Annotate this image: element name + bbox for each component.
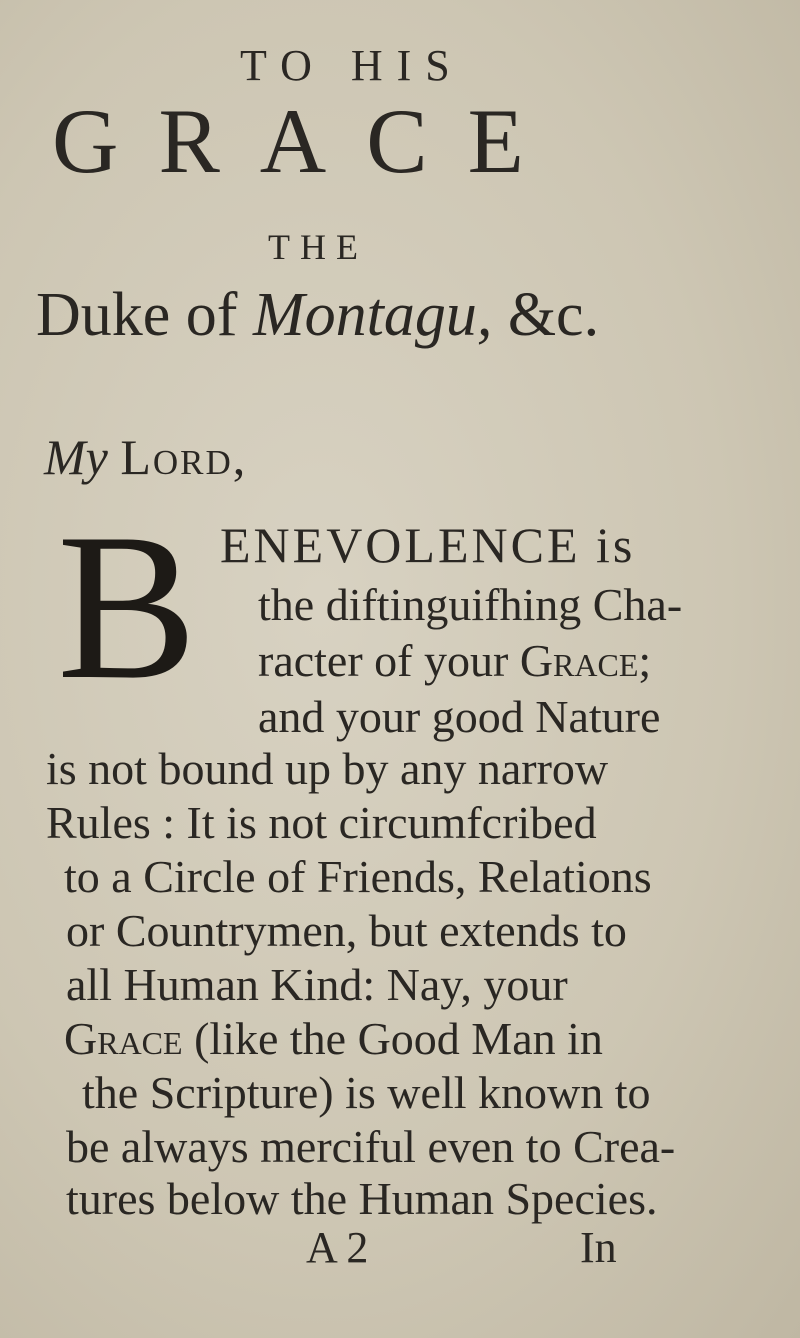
body-line-7: to a Circle of Friends, Relations — [64, 851, 652, 902]
body-line-3-grace: Grace; — [519, 635, 652, 686]
body-line-12: be always merciful even to Crea- — [66, 1121, 676, 1172]
body-line-2: the diftinguifhing Cha- — [258, 579, 683, 630]
salutation — [44, 428, 247, 486]
body-line-8: or Countrymen, but extends to — [66, 905, 627, 956]
signature-mark: A 2 — [306, 1223, 369, 1272]
body-line-1: ENEVOLENCE is — [220, 517, 636, 573]
body-line-4: and your good Nature — [258, 691, 661, 742]
body-line-10-text: (like the Good Man in — [182, 1013, 603, 1064]
catchword: In — [580, 1223, 617, 1272]
body-line-3-text: racter of your — [258, 635, 520, 686]
body-line-5: is not bound up by any narrow — [46, 743, 609, 794]
body-line-13: tures below the Human Species. — [66, 1173, 658, 1224]
duke-prefix: Duke of — [36, 281, 253, 349]
body-line-9: all Human Kind: Nay, your — [66, 959, 568, 1010]
dedication-to-his: TO HIS — [240, 41, 464, 90]
salutation-lord: Lord, — [120, 429, 248, 485]
body-line-10-grace: Grace — [64, 1013, 183, 1064]
duke-name: Montagu, — [252, 281, 493, 349]
dedication-duke — [36, 280, 599, 351]
body-line-3 — [258, 634, 651, 687]
duke-suffix: &c. — [492, 281, 600, 349]
body-line-6: Rules : It is not circumfcribed — [46, 797, 597, 848]
dedication-grace: GRACE — [52, 90, 564, 192]
salutation-my: My — [44, 429, 108, 485]
drop-cap: B — [56, 491, 198, 723]
body-line-10 — [64, 1012, 603, 1065]
dedication-the: THE — [268, 227, 368, 267]
body-line-11: the Scripture) is well known to — [82, 1067, 651, 1118]
